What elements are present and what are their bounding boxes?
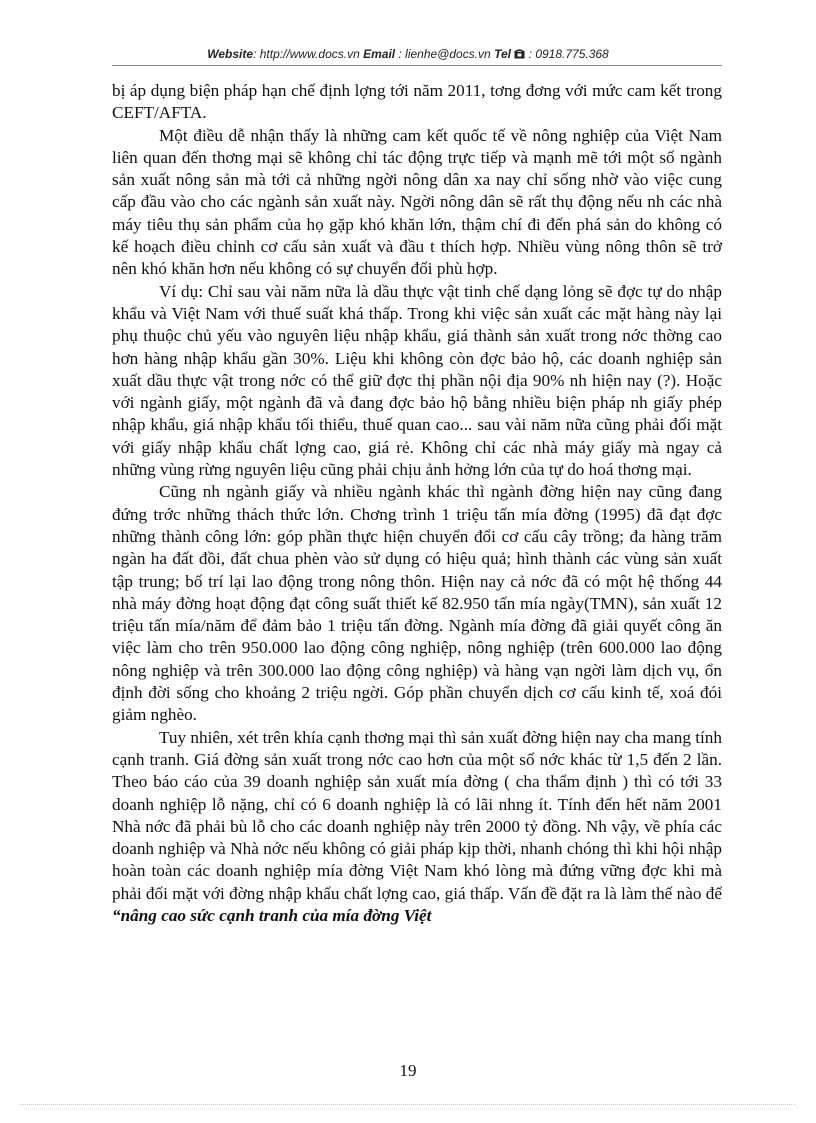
document-body bbox=[112, 80, 722, 927]
website-label: Website bbox=[207, 47, 254, 61]
email-label: Email bbox=[363, 47, 396, 61]
phone-icon bbox=[514, 47, 528, 61]
page-number: 19 bbox=[399, 1061, 417, 1080]
page-header bbox=[80, 47, 736, 61]
paragraph-1: bị áp dụng biện pháp hạn chế định lợng tới năm 2011, tơng đơng với mức cam kết trong CEFT/AFTA. bbox=[112, 81, 722, 123]
footer-divider bbox=[20, 1104, 796, 1105]
paragraph-5-emphasis: “nâng cao sức cạnh tranh của mía đờng Việt bbox=[112, 905, 432, 925]
tel-label: Tel bbox=[494, 47, 511, 61]
header-divider bbox=[112, 65, 722, 66]
paragraph-3: Ví dụ: Chỉ sau vài năm nữa là dầu thực vật tinh chế dạng lỏng sẽ đợc tự do nhập khẩu và Việt Nam với thuế suất khá thấp. Trong khi việc sản xuất các mặt hàng này lại phụ thuộc chủ yếu vào nguyên liệu nhập khẩu, giá thành sản xuất trong nớc thờng cao hơn hàng nhập khẩu gần 30%. Liệu khi không còn đợc bảo hộ, các doanh nghiệp sản xuất dầu thực vật trong nớc có thể giữ đợc thị phần nội địa 90% nh hiện nay (?). Hoặc với ngành giấy, một ngành đã và đang đợc bảo hộ bằng nhiều biện pháp nh giấy phép nhập khẩu, giá nhập khẩu tối thiểu, thuế quan cao... sau vài năm nữa cũng phải đối mặt với giấy nhập khẩu chất lợng cao, giá rẻ. Không chỉ các nhà máy giấy mà ngay cả những vùng rừng nguyên liệu cũng phải chịu ảnh hởng lớn của tự do hoá thơng mại. bbox=[112, 281, 722, 480]
tel-value: : 0918.775.368 bbox=[528, 47, 609, 61]
paragraph-2: Một điều dễ nhận thấy là những cam kết quốc tế về nông nghiệp của Việt Nam liên quan đến thơng mại sẽ không chỉ tác động trực tiếp và mạnh mẽ tới một số ngành sản xuất nông sản mà tới cả những ngời nông dân xa nay chỉ sống nhờ vào việc cung cấp đầu vào cho các ngành sản xuất này. Ngời nông dân sẽ rất thụ động nếu nh các nhà máy tiêu thụ sản phẩm của họ gặp khó khăn lớn, thậm chí đi đến phá sản do không có kế hoạch điều chỉnh cơ cấu sản xuất và đầu t thích hợp. Nhiều vùng nông thôn sẽ trở nên khó khăn hơn nếu không có sự chuyển đổi phù hợp. bbox=[112, 125, 722, 279]
email-value: : lienhe@docs.vn bbox=[398, 47, 491, 61]
paragraph-5 bbox=[112, 727, 722, 928]
paragraph-5-text: Tuy nhiên, xét trên khía cạnh thơng mại thì sản xuất đờng hiện nay cha mang tính cạnh tranh. Giá đờng sản xuất trong nớc cao hơn của một số nớc khác từ 1,5 đến 2 lần. Theo báo cáo của 39 doanh nghiệp sản xuất mía đờng ( cha thẩm định ) thì có tới 33 doanh nghiệp lỗ nặng, chỉ có 6 doanh nghiệp là có lãi nhng ít. Tính đến hết năm 2001 Nhà nớc đã phải bù lỗ cho các doanh nghiệp này trên 2000 tỷ đồng. Nh vậy, về phía các doanh nghiệp và Nhà nớc nếu không có giải pháp kịp thời, nhanh chóng thì khi hội nhập hoàn toàn các doanh nghiệp mía đờng Việt Nam khó lòng mà đứng vững đợc khi mà phải đối mặt với đờng nhập khẩu chất lợng cao, giá thấp. Vấn đề đặt ra là làm thế nào để bbox=[112, 727, 722, 903]
website-value: : http://www.docs.vn bbox=[253, 47, 360, 61]
paragraph-4: Cũng nh ngành giấy và nhiều ngành khác thì ngành đờng hiện nay cũng đang đứng trớc những thách thức lớn. Chơng trình 1 triệu tấn mía đờng (1995) đã đạt đợc những thành công lớn: góp phần thực hiện chuyển đổi cơ cấu cây trồng; đa hàng trăm ngàn ha đất đồi, đất chua phèn vào sử dụng có hiệu quả; hình thành các vùng sản xuất tập trung; bố trí lại lao động trong nông thôn. Hiện nay cả nớc đã có một hệ thống 44 nhà máy đờng hoạt động đạt công suất thiết kế 82.950 tấn mía ngày(TMN), sản xuất 12 triệu tấn mía/năm để đảm bảo 1 triệu tấn đờng. Ngành mía đờng đã giải quyết công ăn việc làm cho trên 950.000 lao động công nghiệp, nông nghiệp (trên 600.000 lao động nông nghiệp và trên 300.000 lao động công nghiệp) và hàng vạn ngời làm dịch vụ, ổn định đời sống cho khoảng 2 triệu ngời. Góp phần chuyển dịch cơ cấu kinh tế, xoá đói giảm nghèo. bbox=[112, 482, 722, 725]
